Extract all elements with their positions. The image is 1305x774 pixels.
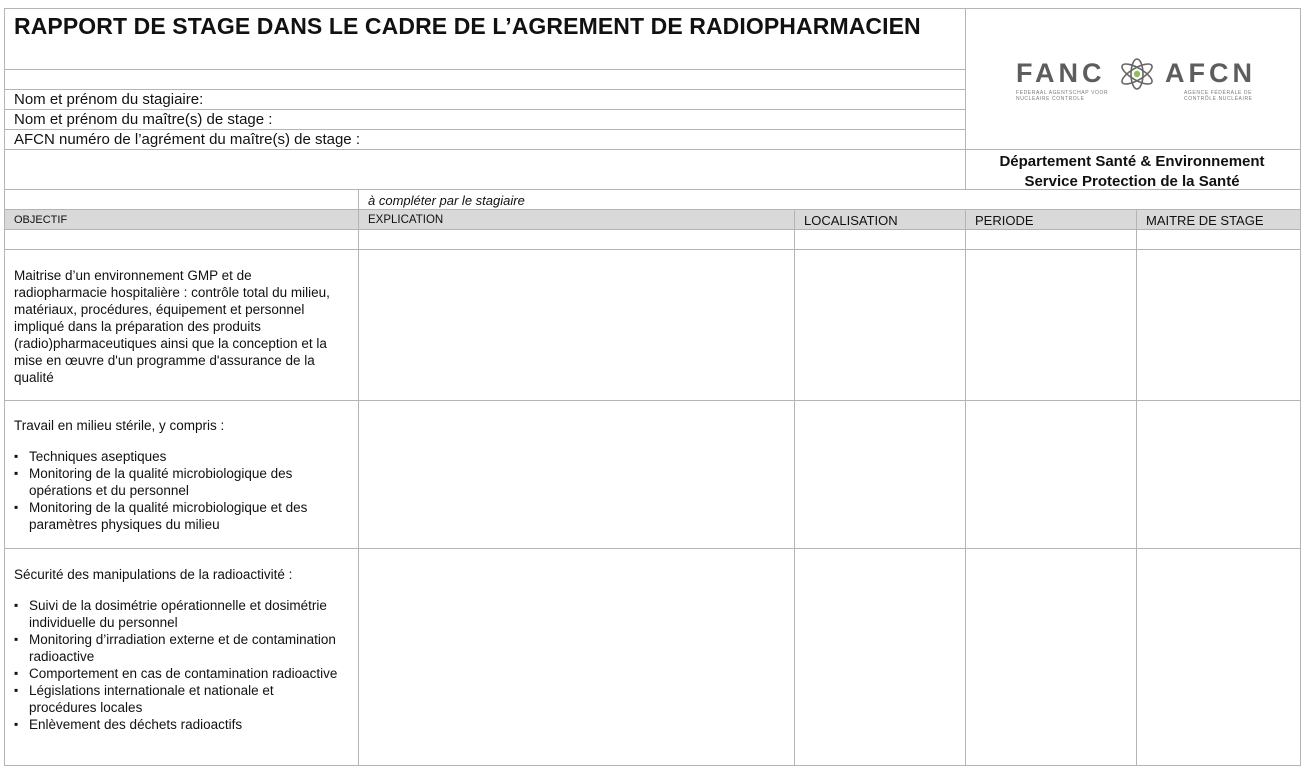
- objective-text: Travail en milieu stérile, y compris :: [14, 418, 225, 433]
- objective-bullet-list: [14, 448, 344, 533]
- periode-cell[interactable]: [966, 401, 1136, 548]
- objective-row: [14, 417, 344, 533]
- logo-subtitle: NUCLEAIRE CONTROLE: [1016, 96, 1085, 102]
- grid-line: [4, 209, 1300, 210]
- supervisor-name-field: Nom et prénom du maître(s) de stage :: [14, 111, 273, 128]
- column-header-periode: PERIODE: [975, 213, 1034, 228]
- objective-bullet-list: [14, 597, 344, 733]
- list-item: ▪ Législations internationale et nationale et procédures locales: [14, 682, 344, 716]
- grid-line: [4, 89, 966, 90]
- maitre-de-stage-cell[interactable]: [1137, 250, 1300, 400]
- logo-subtitle: FEDERAAL AGENTSCHAP VOOR: [1016, 90, 1109, 96]
- grid-line: [4, 149, 1300, 150]
- list-item: ▪ Enlèvement des déchets radioactifs: [14, 716, 344, 733]
- grid-line: [4, 69, 966, 70]
- maitre-de-stage-cell[interactable]: [1137, 401, 1300, 548]
- trainee-name-field: Nom et prénom du stagiaire:: [14, 91, 204, 108]
- logo-word-fanc: FANC: [1016, 58, 1106, 88]
- objective-row: [14, 267, 344, 386]
- grid-line: [965, 8, 966, 189]
- localisation-cell[interactable]: [795, 549, 965, 765]
- grid-line: [4, 8, 1300, 9]
- list-item: ▪ Monitoring de la qualité microbiologique des opérations et du personnel: [14, 465, 344, 499]
- localisation-cell[interactable]: [795, 250, 965, 400]
- list-item: ▪ Comportement en cas de contamination radioactive: [14, 665, 344, 682]
- grid-line: [4, 109, 966, 110]
- department-name: Département Santé & Environnement: [999, 153, 1265, 170]
- grid-line: [1300, 8, 1301, 766]
- trainee-instruction-note: à compléter par le stagiaire: [368, 193, 525, 208]
- logo-subtitle: CONTRÔLE NUCLÉAIRE: [1184, 96, 1253, 102]
- grid-line: [4, 129, 966, 130]
- column-header-maitre-de-stage: MAITRE DE STAGE: [1146, 213, 1264, 228]
- objective-text: Sécurité des manipulations de la radioactivité :: [14, 567, 293, 582]
- list-item: ▪ Techniques aseptiques: [14, 448, 344, 465]
- column-header-explication: EXPLICATION: [368, 214, 444, 226]
- grid-line: [4, 229, 1300, 230]
- list-item: ▪ Monitoring d’irradiation externe et de contamination radioactive: [14, 631, 344, 665]
- explication-cell[interactable]: [359, 250, 794, 400]
- column-header-objectif: OBJECTIF: [14, 214, 68, 226]
- approval-number-field: AFCN numéro de l’agrément du maître(s) de stage :: [14, 131, 360, 148]
- objective-row: [14, 566, 344, 733]
- logo-word-afcn: AFCN: [1165, 58, 1256, 88]
- explication-cell[interactable]: [359, 549, 794, 765]
- list-item: ▪ Suivi de la dosimétrie opérationnelle et dosimétrie individuelle du personnel: [14, 597, 344, 631]
- department-block: [967, 152, 1297, 192]
- objective-text: Maitrise d’un environnement GMP et de radiopharmacie hospitalière : contrôle total du milieu, matériaux, procédures, équipement et personnel impliqué dans la préparation des produits (radio)pharmaceutiques ainsi que la conception et la mise en œuvre d'un programme d'assurance de la qualité: [14, 268, 330, 385]
- grid-line: [4, 765, 1300, 766]
- maitre-de-stage-cell[interactable]: [1137, 549, 1300, 765]
- column-header-band: [4, 210, 1300, 229]
- atom-emblem-icon: [1116, 56, 1158, 92]
- localisation-cell[interactable]: [795, 401, 965, 548]
- periode-cell[interactable]: [966, 250, 1136, 400]
- grid-line: [4, 8, 5, 766]
- periode-cell[interactable]: [966, 549, 1136, 765]
- column-header-localisation: LOCALISATION: [804, 213, 898, 228]
- fanc-afcn-logo: [1016, 58, 1266, 106]
- service-name: Service Protection de la Santé: [1024, 173, 1240, 190]
- explication-cell[interactable]: [359, 401, 794, 548]
- logo-subtitle: AGENCE FÉDÉRALE DE: [1184, 90, 1253, 96]
- document-title: RAPPORT DE STAGE DANS LE CADRE DE L’AGREMENT DE RADIOPHARMACIEN: [14, 13, 921, 39]
- list-item: ▪ Monitoring de la qualité microbiologique et des paramètres physiques du milieu: [14, 499, 344, 533]
